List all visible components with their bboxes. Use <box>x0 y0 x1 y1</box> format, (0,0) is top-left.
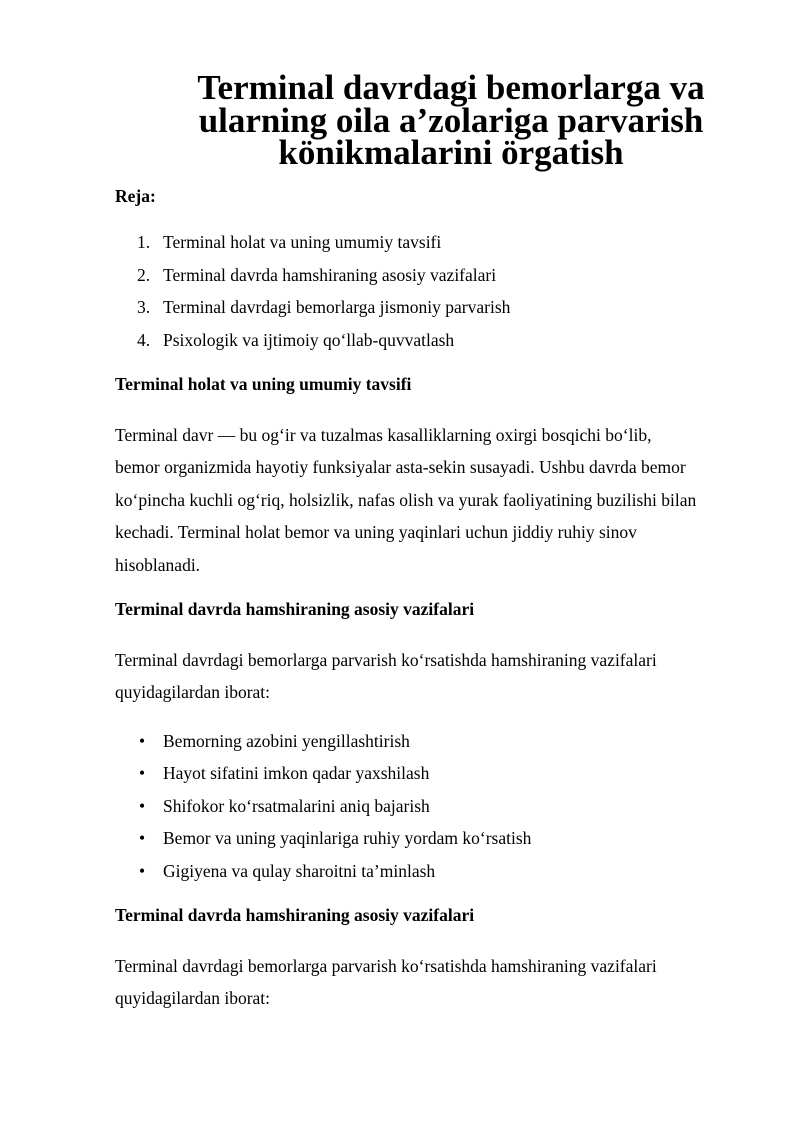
task-item-text: Gigiyena va qulay sharoitni ta’minlash <box>163 860 436 881</box>
task-item-text: Hayot sifatini imkon qadar yaxshilash <box>163 763 430 783</box>
section-1-heading: Terminal holat va uning umumiy tavsifi <box>115 374 412 394</box>
plan-item-text: Psixologik va ijtimoiy qo‘llab-quvvatlash <box>163 329 455 350</box>
task-item <box>115 725 743 758</box>
plan-item <box>115 291 743 324</box>
plan-list <box>115 226 743 356</box>
task-item <box>115 822 743 855</box>
bullet-icon: • <box>139 795 146 816</box>
plan-item-number: 1. <box>137 232 151 252</box>
paragraph-line: ko‘pincha kuchli og‘riq, holsizlik, nafas olish va yurak faoliyatining buzilishi bilan <box>115 489 697 510</box>
paragraph-line: kechadi. Terminal holat bemor va uning yaqinlari uchun jiddiy ruhiy sinov <box>115 522 637 542</box>
bullet-icon: • <box>139 860 146 881</box>
plan-item <box>115 226 743 259</box>
task-item <box>115 790 743 823</box>
section-1-paragraph <box>115 419 743 582</box>
title-line-2: könikmalarini örgatish <box>278 133 624 172</box>
plan-item-text: Terminal davrdagi bemorlarga jismoniy parvarish <box>163 297 511 317</box>
task-item <box>115 855 743 888</box>
paragraph-line: quyidagilardan iborat: <box>115 988 271 1008</box>
section-3-heading: Terminal davrda hamshiraning asosiy vazifalari <box>115 905 475 925</box>
paragraph-line: quyidagilardan iborat: <box>115 682 271 702</box>
plan-heading: Reja: <box>115 185 156 206</box>
document-page <box>115 68 743 1015</box>
task-item <box>115 757 743 790</box>
paragraph-line: Terminal davrdagi bemorlarga parvarish ko‘rsatishda hamshiraning vazifalari <box>115 649 657 670</box>
plan-item-text: Terminal holat va uning umumiy tavsifi <box>163 232 442 252</box>
plan-item-number: 2. <box>137 264 151 285</box>
section-2-paragraph <box>115 644 743 709</box>
plan-item-number: 3. <box>137 297 151 317</box>
bullet-icon: • <box>139 828 146 848</box>
paragraph-line: hisoblanadi. <box>115 554 201 575</box>
paragraph-line: bemor organizmida hayotiy funksiyalar asta-sekin susayadi. Ushbu davrda bemor <box>115 457 686 477</box>
paragraph-line: Terminal davrdagi bemorlarga parvarish ko‘rsatishda hamshiraning vazifalari <box>115 955 657 976</box>
task-item-text: Shifokor ko‘rsatmalarini aniq bajarish <box>163 795 430 816</box>
plan-item <box>115 259 743 292</box>
plan-item <box>115 324 743 357</box>
document-title <box>137 68 765 172</box>
bullet-icon: • <box>139 730 146 751</box>
section-2-heading: Terminal davrda hamshiraning asosiy vazifalari <box>115 599 475 619</box>
tasks-list <box>115 725 743 888</box>
section-3-paragraph <box>115 950 743 1015</box>
plan-item-text: Terminal davrda hamshiraning asosiy vazifalari <box>163 264 497 285</box>
task-item-text: Bemorning azobini yengillashtirish <box>163 730 410 751</box>
plan-item-number: 4. <box>137 329 151 350</box>
title-line-1: Terminal davrdagi bemorlarga va ularning oila a’zolariga parvarish <box>197 68 705 140</box>
task-item-text: Bemor va uning yaqinlariga ruhiy yordam ko‘rsatish <box>163 828 532 848</box>
bullet-icon: • <box>139 763 146 783</box>
paragraph-line: Terminal davr — bu og‘ir va tuzalmas kasalliklarning oxirgi bosqichi bo‘lib, <box>115 424 652 445</box>
